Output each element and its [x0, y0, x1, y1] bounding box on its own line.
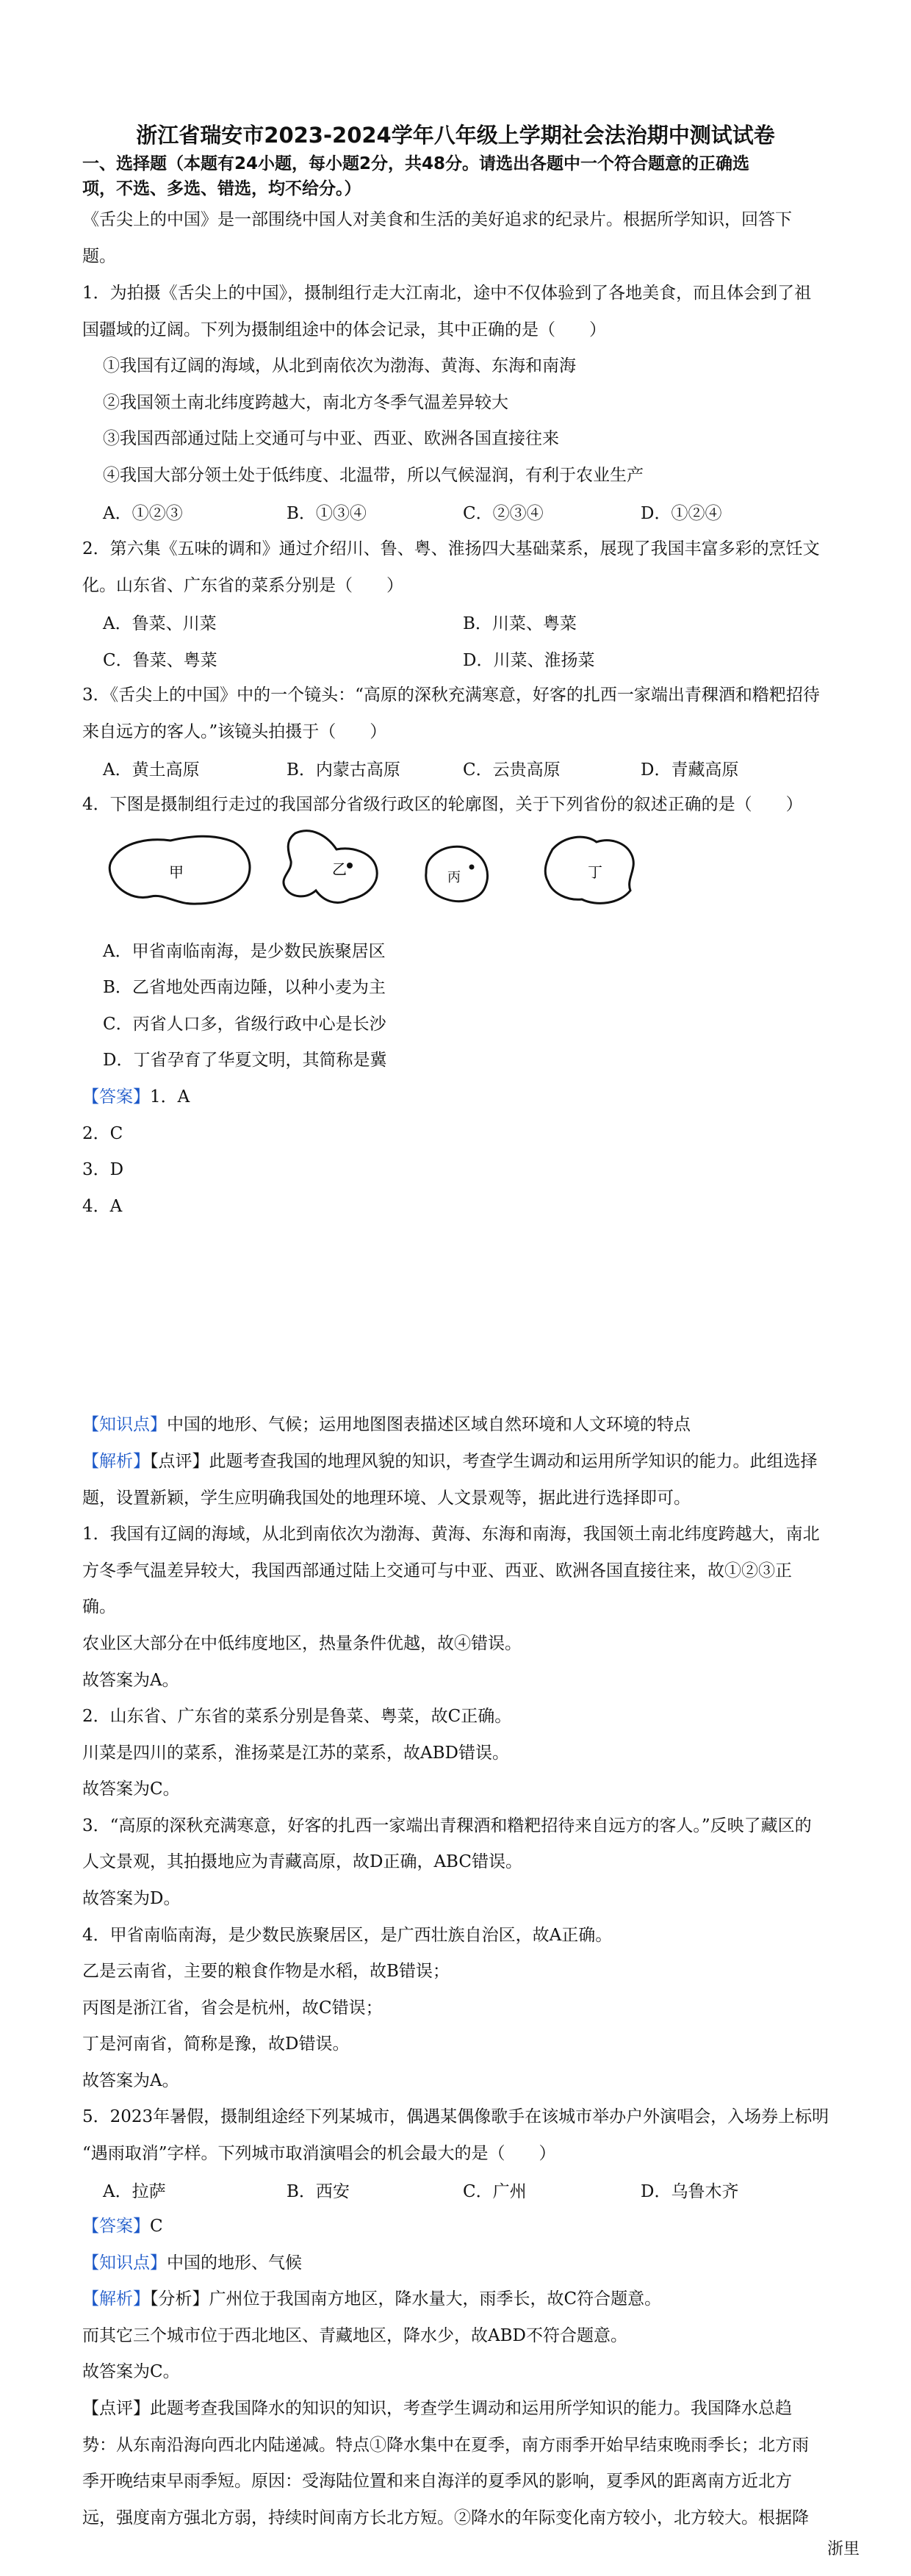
q4-option-d: D．丁省孕育了华夏文明，其简称是冀 — [103, 1051, 387, 1070]
q5-answer-line — [82, 2214, 163, 2239]
q5-analysis-line: 故答案为C。 — [82, 2362, 180, 2381]
answer-1: 1．A — [150, 1087, 190, 1107]
analysis-line: 故答案为D。 — [82, 1889, 181, 1908]
q1-statement-3: ③我国西部通过陆上交通可与中亚、西亚、欧洲各国直接往来 — [103, 429, 559, 448]
q5-option-d: D．乌鲁木齐 — [641, 2182, 739, 2201]
q1-option-a: A．①②③ — [103, 504, 183, 523]
q3-option-d: D．青藏高原 — [641, 760, 739, 780]
page-footer: 浙里 — [827, 2540, 860, 2558]
q2-option-b: B．川菜、粤菜 — [463, 614, 577, 633]
analysis-line: 方冬季气温差异较大，我国西部通过陆上交通可与中亚、西亚、欧洲各国直接往来，故①②③正 — [82, 1561, 792, 1580]
analysis-line: 丙图是浙江省，省会是杭州，故C错误； — [82, 1998, 383, 2018]
analysis-line: 农业区大部分在中低纬度地区，热量条件优越，故④错误。 — [82, 1634, 522, 1653]
q5-knowledge: 中国的地形、气候 — [167, 2253, 302, 2273]
analysis-line: 乙是云南省，主要的粮食作物是水稻，故B错误； — [82, 1962, 450, 1981]
knowledge-line-1 — [82, 1412, 691, 1437]
q5-answer: C — [150, 2217, 163, 2236]
q5-comment-line: 势：从东南沿海向西北内陆递减。特点①降水集中在夏季，南方雨季开始早结束晚雨季长；北方雨 — [82, 2436, 809, 2455]
q5-comment-line: 季开晚结束早雨季短。原因：受海陆位置和来自海洋的夏季风的影响，夏季风的距离南方近北方 — [82, 2472, 792, 2491]
q1-option-d: D．①②④ — [641, 504, 722, 523]
q5-option-b: B．西安 — [287, 2182, 350, 2201]
q5-option-a: A．拉萨 — [103, 2182, 166, 2201]
knowledge-text: 中国的地形、气候；运用地图图表描述区域自然环境和人文环境的特点 — [167, 1415, 691, 1434]
analysis-text: 此题考查我国的地理风貌的知识，考查学生调动和运用所学知识的能力。此组选择 — [209, 1452, 818, 1471]
map-label-bing: 丙 — [447, 870, 461, 885]
q5-option-c: C．广州 — [463, 2182, 527, 2201]
analysis-line: 2．山东省、广东省的菜系分别是鲁菜、粤菜，故C正确。 — [82, 1707, 512, 1726]
q2-option-d: D．川菜、淮扬菜 — [463, 651, 595, 670]
q1-statement-1: ①我国有辽阔的海域，从北到南依次为渤海、黄海、东海和南海 — [103, 356, 576, 375]
q3-option-c: C．云贵高原 — [463, 760, 561, 780]
q5-analysis-tag: 【解析】 — [82, 2289, 150, 2309]
answer-3: 3．D — [82, 1160, 124, 1179]
q2-stem-line-2: 化。山东省、广东省的菜系分别是（ ） — [82, 576, 403, 595]
q5-knowledge-tag: 【知识点】 — [82, 2253, 167, 2273]
q1-statement-2: ②我国领土南北纬度跨越大，南北方冬季气温差异较大 — [103, 393, 508, 412]
q1-stem-line-2: 国疆域的辽阔。下列为摄制组途中的体会记录，其中正确的是（ ） — [82, 320, 606, 339]
answer-line-1 — [82, 1084, 190, 1109]
q5-answer-tag: 【答案】 — [82, 2217, 150, 2236]
q3-option-b: B．内蒙古高原 — [287, 760, 400, 780]
q3-stem-line-2: 来自远方的客人。”该镜头拍摄于（ ） — [82, 722, 387, 741]
q1-stem-line-1: 1．为拍摄《舌尖上的中国》，摄制组行走大江南北，途中不仅体验到了各地美食，而且体会到了祖 — [82, 284, 812, 303]
analysis-line: 4．甲省南临南海，是少数民族聚居区，是广西壮族自治区，故A正确。 — [82, 1926, 613, 1945]
section-heading-line-1: 一、选择题（本题有24小题，每小题2分，共48分。请选出各题中一个符合题意的正确选 — [82, 154, 750, 173]
analysis-line: 3．“高原的深秋充满寒意，好客的扎西一家端出青稞酒和糌粑招待来自远方的客人。”反映了藏区的 — [82, 1816, 812, 1835]
section-heading-line-2: 项，不选、多选、错选，均不给分。） — [82, 179, 361, 198]
q4-option-a: A．甲省南临南海，是少数民族聚居区 — [103, 942, 386, 961]
map-label-jia: 甲 — [169, 863, 184, 881]
comment-tag: 【点评】 — [150, 1452, 209, 1471]
q2-option-a: A．鲁菜、川菜 — [103, 614, 217, 633]
analysis-tag: 【解析】 — [82, 1452, 150, 1471]
map-label-yi: 乙 — [332, 860, 347, 878]
q3-stem-line-1: 3．《舌尖上的中国》中的一个镜头：“高原的深秋充满寒意，好客的扎西一家端出青稞酒和糌粑招待 — [82, 686, 820, 705]
analysis-line: 确。 — [82, 1597, 116, 1616]
q4-option-b: B．乙省地处西南边陲，以种小麦为主 — [103, 978, 386, 997]
analysis-line-1 — [82, 1449, 818, 1474]
capital-dot-yi — [347, 863, 353, 868]
analysis-line: 题，设置新颖，学生应明确我国处的地理环境、人文景观等，据此进行选择即可。 — [82, 1489, 691, 1508]
q5-comment-text: 此题考查我国降水的知识的知识，考查学生调动和运用所学知识的能力。我国降水总趋 — [150, 2399, 792, 2418]
q5-comment-tag: 【点评】 — [82, 2399, 150, 2418]
answer-2: 2．C — [82, 1124, 123, 1143]
q1-option-c: C．②③④ — [463, 504, 544, 523]
analysis-line: 1．我国有辽阔的海域，从北到南依次为渤海、黄海、东海和南海，我国领土南北纬度跨越大，南北 — [82, 1525, 820, 1544]
q5-analysis-line-1 — [82, 2287, 661, 2311]
analysis-line: 川菜是四川的菜系，淮扬菜是江苏的菜系，故ABD错误。 — [82, 1744, 509, 1763]
analysis-line: 丁是河南省，简称是豫，故D错误。 — [82, 2034, 350, 2054]
analysis-line: 故答案为A。 — [82, 2071, 179, 2090]
q4-stem: 4．下图是摄制组行走过的我国部分省级行政区的轮廓图，关于下列省份的叙述正确的是（ ） — [82, 795, 803, 814]
intro-line-2: 题。 — [82, 247, 116, 266]
q1-statement-4: ④我国大部分领土处于低纬度、北温带，所以气候湿润，有利于农业生产 — [103, 466, 644, 485]
page-title: 浙江省瑞安市2023-2024学年八年级上学期社会法治期中测试试卷 — [136, 123, 775, 148]
province-outline-map — [103, 820, 705, 910]
analysis-line: 故答案为A。 — [82, 1671, 179, 1690]
q2-stem-line-1: 2．第六集《五味的调和》通过介绍川、鲁、粤、淮扬四大基础菜系，展现了我国丰富多彩的烹饪文 — [82, 539, 820, 558]
answer-tag: 【答案】 — [82, 1087, 150, 1107]
map-label-ding: 丁 — [588, 863, 602, 881]
q5-comment-line: 远，强度南方强北方弱，持续时间南方长北方短。②降水的年际变化南方较小，北方较大。根据降 — [82, 2508, 809, 2528]
q1-option-b: B．①③④ — [287, 504, 367, 523]
q5-analysis-text: 广州位于我国南方地区，降水量大，雨季长，故C符合题意。 — [209, 2289, 662, 2309]
q2-option-c: C．鲁菜、粤菜 — [103, 651, 217, 670]
analysis-line: 故答案为C。 — [82, 1780, 180, 1799]
q5-stem-line-2: “遇雨取消”字样。下列城市取消演唱会的机会最大的是（ ） — [82, 2144, 556, 2163]
q5-stem-line-1: 5．2023年暑假，摄制组途经下列某城市，偶遇某偶像歌手在该城市举办户外演唱会，入场券上标明 — [82, 2107, 829, 2126]
q3-option-a: A．黄土高原 — [103, 760, 200, 780]
q5-analysis-subtag: 【分析】 — [150, 2289, 209, 2309]
answer-4: 4．A — [82, 1197, 123, 1216]
intro-line-1: 《舌尖上的中国》是一部围绕中国人对美食和生活的美好追求的纪录片。根据所学知识，回答下 — [82, 210, 792, 229]
capital-dot-bing — [469, 865, 475, 870]
analysis-line: 人文景观，其拍摄地应为青藏高原，故D正确，ABC错误。 — [82, 1852, 522, 1871]
q5-analysis-line: 而其它三个城市位于西北地区、青藏地区，降水少，故ABD不符合题意。 — [82, 2326, 627, 2345]
knowledge-tag: 【知识点】 — [82, 1415, 167, 1434]
q4-option-c: C．丙省人口多，省级行政中心是长沙 — [103, 1015, 386, 1034]
q5-knowledge-line — [82, 2251, 302, 2275]
q5-comment-line-1 — [82, 2396, 792, 2421]
